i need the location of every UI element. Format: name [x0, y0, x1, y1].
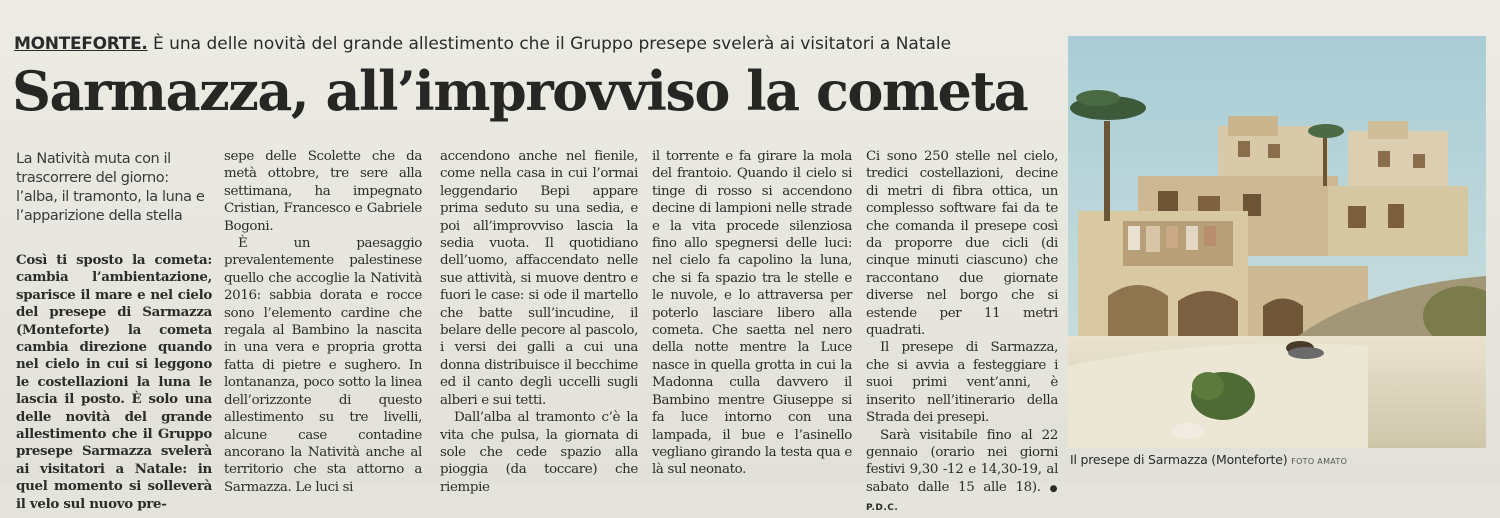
article-column-5: [866, 148, 1058, 518]
paragraph: È un paesaggio prevalentemente palestinese quello che accoglie la Natività 2016: sabbia dorata e rocce sono l’elemento cardine che regala al Bambino la nascita in una vera e propria grotta fatta di pietre e sughero. In lontananza, poco sotto la linea dell’orizzonte di questo allestimento su tre livelli, alcune case contadine ancorano la Natività anche al territorio che sta attorno a Sarmazza. Le luci si: [224, 236, 422, 495]
nativity-scene-photo: [1068, 36, 1486, 448]
paragraph: Così ti sposto la cometa: cambia l’ambientazione, sparisce il mare e nel cielo del presepe di Sarmazza (Monteforte) la cometa cambia direzione quando nel cielo in cui si leggono le costellazioni la luna le lascia il posto. È solo una delle novità del grande allestimento che il Gruppo presepe Sarmazza svelerà ai visitatori a Natale: in quel momento si solleverà il velo sul nuovo pre-: [16, 252, 212, 512]
article-column-2: [224, 148, 422, 496]
article-column-3: [440, 148, 638, 496]
paragraph: accendono anche nel fienile, come nella casa in cui l’ormai leggendario Bepi appare prima seduto su una sedia, e poi all’improvviso lascia la sedia vuota. Il quotidiano dell’uomo, affaccendato nelle sue attività, si muove dentro e fuori le case: si ode il martello che batte sull’incudine, il belare delle pecore al pascolo, i versi dei galli a cui una donna distribuisce il becchime ed il canto degli uccelli sugli alberi e sui tetti.: [440, 149, 638, 408]
nativity-scene-illustration: [1068, 36, 1486, 448]
paragraph: Ci sono 250 stelle nel cielo, tredici costellazioni, decine di metri di fibra ottica, un complesso software fai da te che comanda il presepe così da proporre due cicli (di cinque minuti ciascuno) che raccontano due giornate diverse nel borgo che si estende per 11 metri quadrati.: [866, 149, 1058, 339]
kicker-text: È una delle novità del grande allestimento che il Gruppo presepe svelerà ai visitatori a Natale: [147, 34, 952, 54]
photo-caption: [1070, 452, 1490, 470]
paragraph: il torrente e fa girare la mola del frantoio. Quando il cielo si tinge di rosso si accendono decine di lampioni nelle strade e la vita procede silenziosa fino allo spegnersi delle luci: nel cielo fa capolino la luna, che si fa spazio tra le stelle e le nuvole, e lo attraversa per poterlo lasciare libero alla cometa. Che saetta nel nero della notte mentre la Luce nasce in quella grotta in cui la Madonna culla davvero il Bambino mentre Giuseppe si fa luce intorno con una lampada, il bue e l’asinello vegliano girando la testa qua e là sul neonato.: [652, 149, 852, 478]
caption-text: Il presepe di Sarmazza (Monteforte): [1070, 452, 1288, 467]
photo-credit: FOTO AMATO: [1291, 457, 1348, 466]
paragraph-text: Sarà visitabile fino al 22 gennaio (orario nei giorni festivi 9,30 -12 e 14,30-19, al sabato dalle 15 alle 18).: [866, 427, 1058, 495]
summary: La Natività muta con il trascorrere del giorno: l’alba, il tramonto, la luna e l’apparizione della stella: [16, 151, 205, 224]
headline: Sarmazza, all’improvviso la cometa: [12, 59, 1028, 123]
article-column-4: [652, 148, 852, 479]
article-column-1: [16, 252, 212, 513]
paragraph: Dall’alba al tramonto c’è la vita che pulsa, la giornata di sole che cede spazio alla pioggia (da toccare) che riempie: [440, 410, 638, 495]
paragraph: Il presepe di Sarmazza, che si avvia a festeggiare i suoi primi vent’anni, è inserito nell’itinerario della Strada dei presepi.: [866, 340, 1058, 426]
kicker: [14, 34, 1064, 54]
kicker-place: MONTEFORTE.: [14, 34, 148, 54]
paragraph: [866, 427, 1058, 518]
paragraph: sepe delle Scolette che da metà ottobre, tre sere alla settimana, ha impegnato Cristian, Francesco e Gabriele Bogoni.: [224, 149, 422, 234]
author-signature: ● P.D.C.: [866, 483, 1058, 514]
